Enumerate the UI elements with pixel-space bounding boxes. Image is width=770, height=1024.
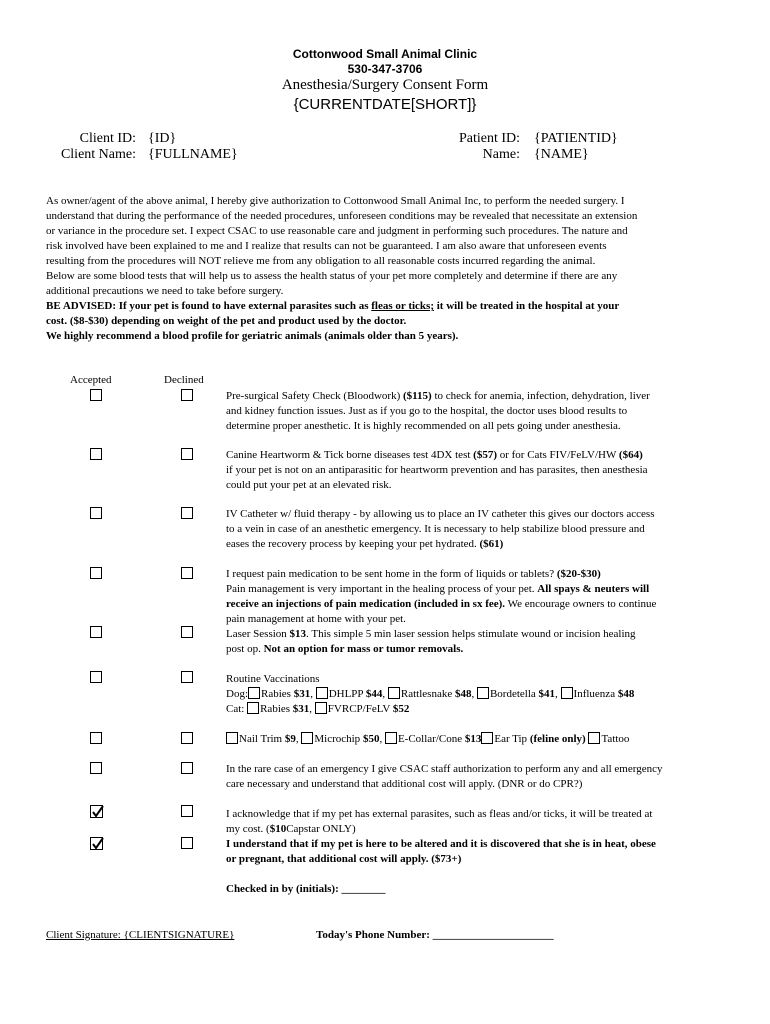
bordetella-price: $41 (538, 688, 556, 700)
accepted-header: Accepted (70, 374, 112, 386)
declined-header: Declined (164, 374, 204, 386)
pain-item (226, 567, 731, 627)
vaccines-item (226, 672, 731, 717)
vaccines-accepted-checkbox[interactable] (90, 671, 102, 683)
rattlesnake-label: Rattlesnake (400, 688, 455, 700)
todays-phone-field[interactable]: Today's Phone Number: ______________________ (316, 929, 554, 941)
bordetella-checkbox[interactable] (477, 687, 489, 699)
iv-price: ($61) (479, 538, 504, 550)
extras-declined-checkbox[interactable] (181, 732, 193, 744)
nail-trim-price: $9 (284, 733, 296, 745)
bloodwork-text: Pre-surgical Safety Check (Bloodwork) (226, 390, 403, 402)
pain-bold-text: receive an injections of pain medication (included in sx fee). (226, 598, 506, 610)
ear-tip-note: (feline only) (529, 733, 586, 745)
laser-price: $13 (289, 628, 307, 640)
ear-tip-label: Ear Tip (494, 733, 530, 745)
heartworm-canine-price: ($57) (473, 449, 497, 461)
pain-price: ($20-$30) (556, 568, 601, 580)
emergency-accepted-checkbox[interactable] (90, 762, 102, 774)
nail-trim-label: Nail Trim (239, 733, 285, 745)
client-id-label: Client ID: (79, 131, 136, 146)
extras-accepted-checkbox[interactable] (90, 732, 102, 744)
parasites-ack-item (226, 807, 731, 837)
heartworm-text: Canine Heartworm & Tick borne diseases test 4DX test (226, 449, 474, 461)
heat-ack-text: or pregnant, that additional cost will apply. ($73+) (226, 853, 462, 865)
pain-text: pain management at home with your pet. (226, 613, 406, 625)
heartworm-feline-price: ($64) (618, 449, 643, 461)
heartworm-accepted-checkbox[interactable] (90, 448, 102, 460)
pain-text: We encourage owners to continue (505, 598, 657, 610)
dog-label: Dog: (226, 688, 248, 700)
advisory-line (46, 299, 726, 314)
heartworm-declined-checkbox[interactable] (181, 448, 193, 460)
heat-ack-item (226, 837, 731, 867)
advisory-line-2: cost. ($8-$30) depending on weight of the pet and product used by the doctor. (46, 315, 407, 327)
influenza-checkbox[interactable] (561, 687, 573, 699)
client-id-value: {ID} (148, 131, 177, 146)
form-title: Anesthesia/Surgery Consent Form (281, 77, 489, 93)
fvrcp-checkbox[interactable] (315, 702, 327, 714)
intro-paragraph (46, 194, 726, 344)
fvrcp-label: FVRCP/FeLV (327, 703, 393, 715)
ecollar-price: $13 (464, 733, 482, 745)
clinic-name: Cottonwood Small Animal Clinic (292, 47, 478, 61)
bloodwork-accepted-checkbox[interactable] (90, 389, 102, 401)
pain-declined-checkbox[interactable] (181, 567, 193, 579)
pain-text: I request pain medication to be sent home in the form of liquids or tablets? (226, 568, 557, 580)
dhlpp-price: $44 (365, 688, 383, 700)
laser-bold-text: Not an option for mass or tumor removals. (263, 643, 464, 655)
laser-text: . This simple 5 min laser session helps stimulate wound or incision healing (306, 628, 636, 640)
ecollar-checkbox[interactable] (385, 732, 397, 744)
parasites-ack-text: I acknowledge that if my pet has external parasites, such as fleas and/or ticks, it will be treated at (226, 808, 653, 820)
bloodwork-item (226, 389, 731, 434)
pain-bold-text: All spays & neuters will (537, 583, 650, 595)
dog-rabies-checkbox[interactable] (248, 687, 260, 699)
intro-line: risk involved have been explained to me and I realize that results can not be guaranteed. I am also aware that unforeseen events (46, 240, 607, 252)
heartworm-text: or for Cats FIV/FeLV/HW (496, 449, 619, 461)
bloodwork-text: determine proper anesthetic. It is highly recommended on all pets going under anesthesia. (226, 420, 621, 432)
cat-label: Cat: (226, 703, 245, 715)
patient-id-value: {PATIENTID} (534, 131, 618, 146)
heartworm-item (226, 448, 731, 493)
laser-text: Laser Session (226, 628, 290, 640)
ear-tip-checkbox[interactable] (481, 732, 493, 744)
bloodwork-text: and kidney function issues. Just as if you go to the hospital, the doctor uses blood results to (226, 405, 628, 417)
rabies-label: Rabies (260, 703, 293, 715)
checkmark-icon (91, 836, 107, 851)
intro-line: resulting from the procedures will NOT relieve me from any obligation to all reasonable costs incurred regarding the animal. (46, 255, 596, 267)
iv-text: to a vein in case of an anesthetic emergency. It is necessary to help stabilize blood pressure and (226, 523, 645, 535)
checkmark-icon (91, 804, 107, 819)
microchip-label: Microchip (314, 733, 363, 745)
checked-in-initials-field[interactable]: Checked in by (initials): ________ (226, 883, 386, 895)
intro-line: additional precautions we need to take before surgery. (46, 285, 284, 297)
cat-rabies-price: $31 (292, 703, 310, 715)
extras-item: Nail Trim $9, Microchip $50, E-Collar/Cone $13 Ear Tip (feline only) Tattoo (226, 732, 731, 747)
cat-rabies-checkbox[interactable] (247, 702, 259, 714)
vaccines-declined-checkbox[interactable] (181, 671, 193, 683)
patient-name-label: Name: (482, 147, 520, 162)
client-name-value: {FULLNAME} (148, 147, 238, 162)
rabies-label: Rabies (261, 688, 294, 700)
intro-line: As owner/agent of the above animal, I hereby give authorization to Cottonwood Small Animal Inc, to perform the needed surgery. I (46, 195, 625, 207)
bloodwork-price: ($115) (402, 390, 432, 402)
parasites-ack-text: my cost. ( (226, 823, 270, 835)
rattlesnake-checkbox[interactable] (388, 687, 400, 699)
client-name-label: Client Name: (60, 147, 136, 162)
dog-vaccines-line: Dog: Rabies $31, DHLPP $44, Rattlesnake $48, Bordetella $41, Influenza $48 (226, 688, 635, 700)
capstar-price: $10 (269, 823, 287, 835)
vaccines-title: Routine Vaccinations (226, 673, 320, 685)
heartworm-text: if your pet is not on an antiparasitic for heartworm prevention and has parasites, then anesthesia (226, 464, 648, 476)
dhlpp-checkbox[interactable] (316, 687, 328, 699)
ecollar-label: E-Collar/Cone (397, 733, 465, 745)
form-date: {CURRENTDATE[SHORT]} (293, 96, 477, 113)
pain-accepted-checkbox[interactable] (90, 567, 102, 579)
emergency-text: care necessary and understand that additional cost will apply. (DNR or do CPR?) (226, 778, 583, 790)
advisory-text: it will be treated in the hospital at your (433, 300, 620, 312)
heat-ack-text: I understand that if my pet is here to be altered and it is discovered that she is in heat, obese (226, 838, 656, 850)
bordetella-label: Bordetella (489, 688, 539, 700)
fvrcp-price: $52 (392, 703, 410, 715)
parasites-accepted-checkbox-checked[interactable] (90, 805, 103, 818)
emergency-item (226, 762, 731, 792)
heat-declined-checkbox[interactable] (181, 837, 193, 849)
intro-line: or variance in the procedure set. I expect CSAC to use reasonable care and judgment in performing such procedures. The nature and (46, 225, 628, 237)
bloodwork-text: to check for anemia, infection, dehydration, liver (431, 390, 650, 402)
parasites-ack-text: Capstar ONLY) (286, 823, 356, 835)
patient-id-label: Patient ID: (458, 131, 520, 146)
iv-accepted-checkbox[interactable] (90, 507, 102, 519)
intro-line: understand that during the performance of the needed procedures, unforeseen conditions may be revealed that necessitate an extension (46, 210, 638, 222)
clinic-phone: 530-347-3706 (347, 62, 423, 76)
emergency-text: In the rare case of an emergency I give CSAC staff authorization to perform any and all emergency (226, 763, 663, 775)
heat-accepted-checkbox-checked[interactable] (90, 837, 103, 850)
iv-text: IV Catheter w/ fluid therapy - by allowing us to place an IV catheter this gives our doctors access (226, 508, 655, 520)
pain-text: Pain management is very important in the healing process of your pet. (226, 583, 538, 595)
advisory-underlined: fleas or ticks; (371, 300, 434, 312)
emergency-declined-checkbox[interactable] (181, 762, 193, 774)
dog-rabies-price: $31 (293, 688, 311, 700)
parasites-declined-checkbox[interactable] (181, 805, 193, 817)
influenza-label: Influenza (573, 688, 618, 700)
microchip-checkbox[interactable] (301, 732, 313, 744)
nail-trim-checkbox[interactable] (226, 732, 238, 744)
microchip-price: $50 (362, 733, 380, 745)
laser-text: post op. (226, 643, 264, 655)
laser-declined-checkbox[interactable] (181, 626, 193, 638)
tattoo-label: Tattoo (601, 733, 630, 745)
intro-line: Below are some blood tests that will help us to assess the health status of your pet more completely and determine if there are any (46, 270, 618, 282)
iv-item (226, 507, 731, 552)
cat-vaccines-line: Cat: Rabies $31, FVRCP/FeLV $52 (226, 703, 410, 715)
client-signature-field[interactable]: Client Signature: {CLIENTSIGNATURE} (46, 929, 235, 941)
rattlesnake-price: $48 (454, 688, 472, 700)
iv-text: eases the recovery process by keeping your pet hydrated. (226, 538, 480, 550)
geriatric-recommendation: We highly recommend a blood profile for geriatric animals (animals older than 5 years). (46, 330, 459, 342)
influenza-price: $48 (617, 688, 635, 700)
heartworm-text: could put your pet at an elevated risk. (226, 479, 392, 491)
tattoo-checkbox[interactable] (588, 732, 600, 744)
laser-item (226, 627, 731, 657)
bloodwork-declined-checkbox[interactable] (181, 389, 193, 401)
advisory-text: BE ADVISED: If your pet is found to have external parasites such as (46, 300, 372, 312)
iv-declined-checkbox[interactable] (181, 507, 193, 519)
dhlpp-label: DHLPP (328, 688, 366, 700)
patient-name-value: {NAME} (534, 147, 589, 162)
laser-accepted-checkbox[interactable] (90, 626, 102, 638)
